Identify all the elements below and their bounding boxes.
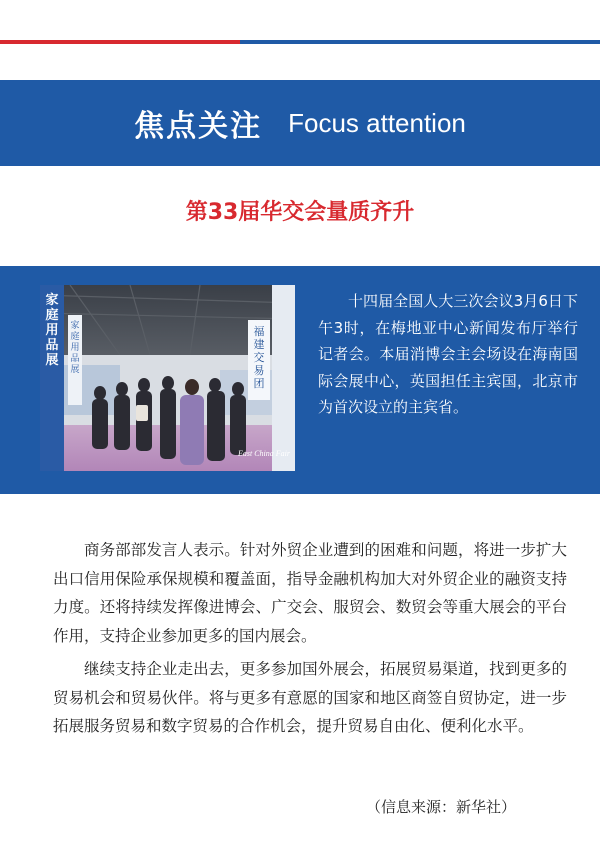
exhibition-photo [40,285,295,471]
top-stripe-red [0,40,240,44]
top-stripe [0,0,600,54]
info-paragraph: 十四届全国人大三次会议3月6日下午3时，在梅地亚中心新闻发布厅举行记者会。本届消博会主会场设在海南国际会展中心，英国担任主宾国，北京市为首次设立的主宾省。 [318,292,578,416]
photo-sign-center: 家庭用品展 [70,321,80,375]
article-body [53,536,567,745]
top-stripe-blue [240,40,600,44]
body-paragraph-2: 继续支持企业走出去，更多参加国外展会，拓展贸易渠道，找到更多的贸易机会和贸易伙伴。将与更多有意愿的国家和地区商签自贸协定，进一步拓展服务贸易和数字贸易的合作机会，提升贸易自由化、便利化水平。 [53,659,567,736]
article-headline: 第33届华交会量质齐升 [185,200,415,225]
photo-sign-left: 家庭用品展 [45,293,59,368]
section-title-en: Focus attention [288,107,466,138]
body-paragraph-1: 商务部部发言人表示。针对外贸企业遭到的困难和问题，将进一步扩大出口信用保险承保规模和覆盖面，指导金融机构加大对外贸企业的融资支持力度。还将持续发挥像进博会、广交会、服贸会、数贸会等重大展会的平台作用，支持企业参加更多的国内展会。 [53,541,567,646]
photo-sign-right: 福建交易团 [253,325,265,390]
source-credit: （信息来源：新华社） [365,798,516,816]
section-title-zh: 焦点关注 [134,109,263,144]
section-header [0,80,600,166]
photo-logo: East China Fair [238,449,291,458]
